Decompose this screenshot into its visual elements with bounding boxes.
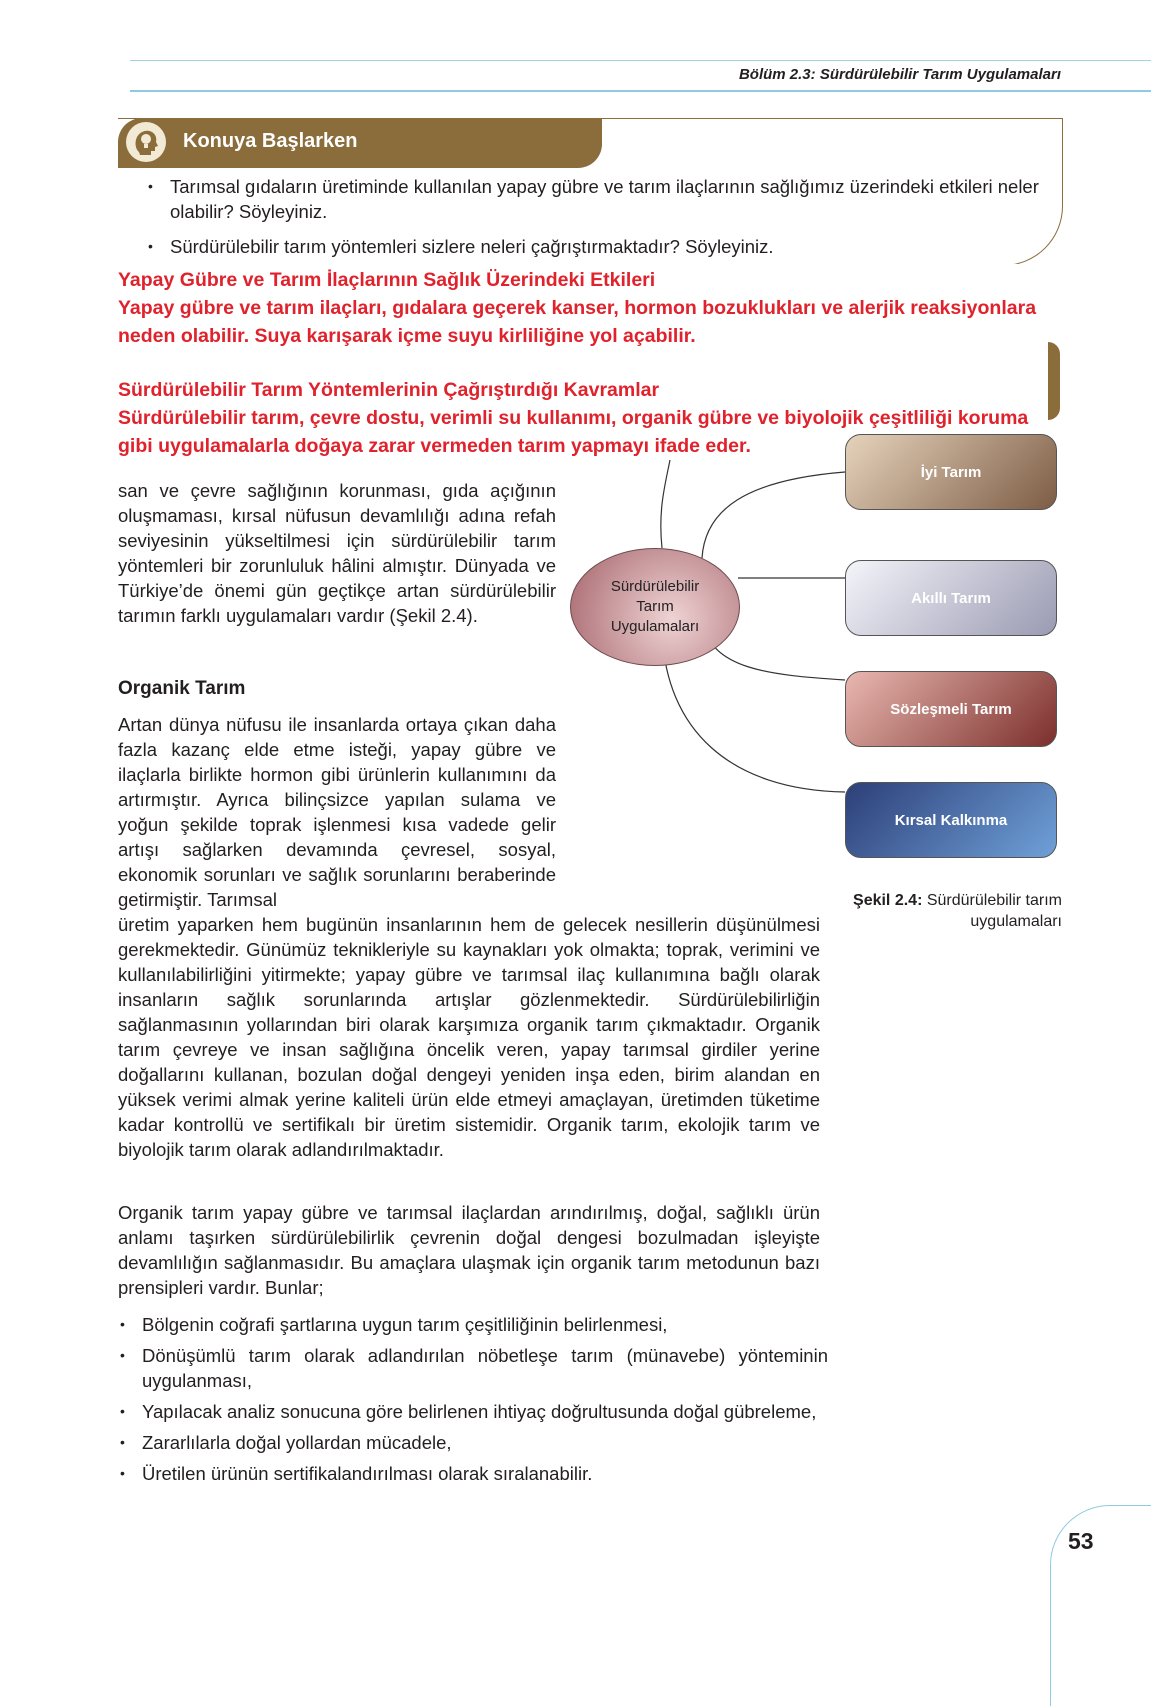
intro-title: Konuya Başlarken [183,130,358,152]
intro-question: • Sürdürülebilir tarım yöntemleri sizlere neleri çağrıştırmaktadır? Söyleyiniz. [140,234,1040,259]
answer-1-text: Yapay gübre ve tarım ilaçları, gıdalara geçerek kanser, hormon bozuklukları ve alerjik reaksiyonlara neden olabilir. Suya karışarak içme suyu kirliliğine yol açabilir. [118,297,1037,347]
answer-2-title: Sürdürülebilir Tarım Yöntemlerinin Çağrıştırdığı Kavramlar [118,379,660,401]
header-rule-bottom [130,90,1151,92]
header-rule-top [130,60,1151,61]
intro-paragraph: san ve çevre sağlığının korunması, gıda açığının oluşmaması, kırsal nüfusun devamlılığı adına refah seviyesinin yükseltilmesi için sürdürülebilir tarım yöntemleri bir zorunluluk hâlini almıştır. Dünyada ve Türkiye’de önemi gün geçtikçe artan sürdürülebilir tarımın farklı uygulamaları vardır (Şekil 2.4). [118,480,556,626]
principles-list [112,1312,828,1492]
head-lightbulb-icon [126,122,166,162]
section-heading-organik: Organik Tarım [118,678,246,699]
chapter-title: Bölüm 2.3: Sürdürülebilir Tarım Uygulamaları [738,66,1061,83]
footer-curve [1050,1505,1151,1706]
caption-label: Şekil 2.4: [853,892,923,909]
organik-paragraph-1: Artan dünya nüfusu ile insanlarda ortaya çıkan daha fazla kazanç elde etme isteği, yapay gübre ve ilaçlarla birlikte hormon gibi ürünlerin kullanımını da artırmıştır. Ayrıca bilinçsizce yapılan sulama ve yoğun şekilde toprak işlenmesi kısa vadede gelir artışı sağlarken devamında çevresel, sosyal, ekonomik sorunları ve sağlık sorunlarını beraberinde getirmiştir. Tarımsal [118,714,556,910]
list-item: • Yapılacak analiz sonucuna göre belirlenen ihtiyaç doğrultusunda doğal gübreleme, [112,1399,828,1424]
diagram-node-kirsal-kalkinma: Kırsal Kalkınma [845,782,1057,858]
list-item: • Dönüşümlü tarım olarak adlandırılan nöbetleşe tarım (münavebe) yönteminin uygulanması, [112,1343,828,1393]
diagram-center-node [570,548,740,666]
intro-question: • Tarımsal gıdaların üretiminde kullanılan yapay gübre ve tarım ilaçlarının sağlığımız üzerindeki etkileri neler olabilir? Söyleyiniz. [140,174,1040,224]
figure-caption [846,890,1062,932]
organik-paragraph-2: üretim yaparken hem bugünün insanlarının hem de gelecek nesillerin düşünülmesi gerekmektedir. Günümüz teknikleriyle su kaynakları yok olmakta; toprak, verimini ve kullanılabilirliğini yitirmekte; yapay gübre ve tarımsal ilaç kullanımına bağlı olarak insanların sağlık sorunlarında artışlar gözlenmektedir. Sürdürülebilirliğin sağlanmasının yollarından biri olarak karşımıza organik tarım çıkmaktadır. Organik tarım çevreye ve insan sağlığına öncelik veren, yapay tarımsal girdiler yerine doğallarını kullanan, bozulan doğal dengeyi yeniden inşa eden, birim alandan en yüksek verimi almak yerine kaliteli ürün elde etmeyi amaçlayan, üretimden tüketime kadar kontrollü ve sertifikalı bir üretim sistemidir. Organik tarım, ekolojik tarım ve biyolojik tarım olarak adlandırılmaktadır. [118,914,820,1160]
diagram-node-iyi-tarim: İyi Tarım [845,434,1057,510]
organik-paragraph-3: Organik tarım yapay gübre ve tarımsal ilaçlardan arındırılmış, doğal, sağlıklı ürün anlamı taşırken sürdürülebilirlik çevrenin doğal dengesi bozulmadan işleyişte devamlılığın sağlanmasıdır. Bu amaçlara ulaşmak için organik tarım metodunun bazı prensipleri vardır. Bunlar; [118,1202,820,1298]
diagram-node-akilli-tarim: Akıllı Tarım [845,560,1057,636]
answer-1-title: Yapay Gübre ve Tarım İlaçlarının Sağlık Üzerindeki Etkileri [118,269,656,291]
list-item: • Zararlılarla doğal yollardan mücadele, [112,1430,828,1455]
list-item: • Üretilen ürünün sertifikalandırılması olarak sıralanabilir. [112,1461,828,1486]
list-item: • Bölgenin coğrafi şartlarına uygun tarım çeşitliliğinin belirlenmesi, [112,1312,828,1337]
figure-diagram [570,463,1070,870]
answer-2-text: Sürdürülebilir tarım, çevre dostu, verimli su kullanımı, organik gübre ve biyolojik çeşitliliği koruma gibi uygulamalarla doğaya zarar vermeden tarım yapmayı ifade eder. [118,407,1029,457]
caption-text: Sürdürülebilir tarım uygulamaları [926,892,1062,930]
diagram-center-label: Sürdürülebilir Tarım Uygulamaları [610,578,700,635]
diagram-node-sozlesmeli-tarim: Sözleşmeli Tarım [845,671,1057,747]
answer-1 [118,266,1058,350]
page-number: 53 [1068,1528,1094,1554]
intro-question-list [140,174,1040,269]
